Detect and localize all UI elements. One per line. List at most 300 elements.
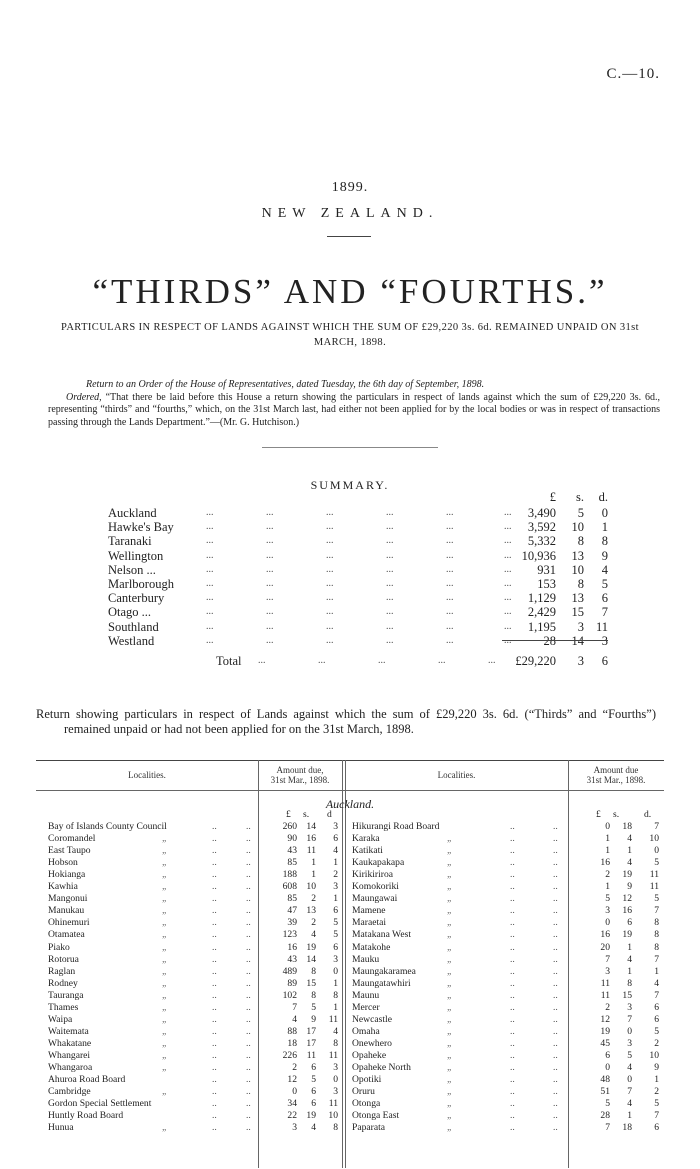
ditto-mark: „ xyxy=(162,1037,168,1049)
leader-dots: .. xyxy=(553,929,558,941)
leader-dots: .. xyxy=(246,1074,251,1086)
leader-dots: .. xyxy=(212,1098,217,1110)
leader-dot: ... xyxy=(206,620,214,632)
ditto-mark: „ xyxy=(162,1001,168,1013)
leader-dots: .. xyxy=(510,1074,515,1086)
amount-shillings: 19 xyxy=(306,941,316,953)
summary-locality: Wellington xyxy=(108,548,164,563)
summary-row xyxy=(108,534,608,548)
locality-name: Whangarei xyxy=(48,1049,91,1061)
total-pounds: £29,220 xyxy=(515,654,556,668)
amount-pounds: 123 xyxy=(282,929,297,941)
amount-pence: 11 xyxy=(649,881,659,893)
leader-dot: ... xyxy=(446,563,454,575)
amount-pence: 5 xyxy=(654,893,659,905)
ditto-mark: „ xyxy=(447,1110,453,1122)
ditto-mark: „ xyxy=(447,989,453,1001)
leader-dots: .. xyxy=(510,917,515,929)
leader-dot: ... xyxy=(326,563,334,575)
leader-dots: .. xyxy=(553,1098,558,1110)
amount-shillings: 11 xyxy=(306,845,316,857)
leader-dot: ... xyxy=(504,592,512,604)
summary-row xyxy=(108,577,608,591)
amount-pounds: 7 xyxy=(292,1001,297,1013)
leader-dots: .. xyxy=(212,1086,217,1098)
table-row xyxy=(0,1087,700,1098)
leader-dots: .. xyxy=(246,977,251,989)
summary-locality: Otago ... xyxy=(108,605,152,620)
amount-pence: 6 xyxy=(333,833,338,845)
locality-name: Matakana West xyxy=(352,929,411,941)
amount-pence: 5 xyxy=(333,929,338,941)
leader-dot: ... xyxy=(266,521,274,533)
summary-shillings: 10 xyxy=(571,520,584,535)
shillings-unit: s. xyxy=(613,809,620,820)
amount-shillings: 0 xyxy=(627,1074,632,1086)
leader-dots: .. xyxy=(553,1062,558,1073)
amount-shillings: 6 xyxy=(311,1062,316,1073)
summary-locality: Auckland xyxy=(108,506,157,520)
table-row xyxy=(0,1123,700,1134)
amount-pence: 0 xyxy=(654,845,659,857)
summary-units-row xyxy=(108,490,608,504)
amount-pence: 8 xyxy=(333,989,338,1001)
table-row xyxy=(0,1099,700,1110)
amount-pounds: 90 xyxy=(287,833,297,845)
pence-unit: d. xyxy=(644,809,652,820)
locality-name: Maungatawhiri xyxy=(352,977,411,989)
leader-dots: .. xyxy=(510,977,515,989)
leader-dots: .. xyxy=(212,1110,217,1122)
amount-pence: 3 xyxy=(333,821,338,832)
leader-dots: .. xyxy=(212,821,217,832)
leader-dots: .. xyxy=(510,833,515,845)
summary-locality: Hawke's Bay xyxy=(108,520,174,535)
amount-shillings: 4 xyxy=(627,857,632,869)
amount-pounds: 28 xyxy=(600,1110,610,1122)
table-top-rule xyxy=(36,760,664,761)
ditto-mark: „ xyxy=(162,845,168,857)
leader-dots: .. xyxy=(212,893,217,905)
amount-pounds: 102 xyxy=(282,989,297,1001)
leader-dots: .. xyxy=(553,989,558,1001)
ditto-mark: „ xyxy=(447,905,453,917)
leader-dots: .. xyxy=(246,1037,251,1049)
leader-dot: ... xyxy=(206,563,214,575)
leader-dots: .. xyxy=(212,1122,217,1134)
amount-pence: 11 xyxy=(649,869,659,881)
leader-dot: ... xyxy=(326,620,334,632)
amount-shillings: 1 xyxy=(311,857,316,869)
locality-name: Katikati xyxy=(352,845,383,857)
amount-shillings: 4 xyxy=(627,1062,632,1073)
locality-name: Hunua xyxy=(48,1122,74,1134)
locality-name: Mauku xyxy=(352,953,380,965)
leader-dot: ... xyxy=(386,578,394,589)
amount-pence: 5 xyxy=(654,1098,659,1110)
leader-dot: ... xyxy=(266,563,274,575)
header-localities-left: Localities. xyxy=(128,770,166,780)
leader-dots: .. xyxy=(510,1062,515,1073)
leader-dots: .. xyxy=(553,833,558,845)
summary-pence: 5 xyxy=(601,577,608,591)
table-row xyxy=(0,979,700,990)
leader-dots: .. xyxy=(510,893,515,905)
amount-pence: 2 xyxy=(654,1086,659,1098)
ditto-mark: „ xyxy=(447,977,453,989)
leader-dot: ... xyxy=(446,521,454,533)
leader-dots: .. xyxy=(510,1098,515,1110)
leader-dot: ... xyxy=(206,578,214,589)
shillings-unit: s. xyxy=(576,490,584,504)
locality-name: Otamatea xyxy=(48,929,85,941)
amount-pence: 1 xyxy=(333,893,338,905)
amount-shillings: 16 xyxy=(306,833,316,845)
amount-pence: 6 xyxy=(333,905,338,917)
leader-dot: ... xyxy=(446,578,454,589)
amount-shillings: 5 xyxy=(311,1001,316,1013)
summary-row xyxy=(108,605,608,619)
leader-dot: ... xyxy=(206,507,214,518)
amount-shillings: 6 xyxy=(627,917,632,929)
summary-pence: 3 xyxy=(601,633,608,648)
summary-row xyxy=(108,506,608,520)
locality-name: Piako xyxy=(48,941,70,953)
leader-dot: ... xyxy=(266,606,274,618)
order-body-text: “That there be laid before this House a return showing the particulars in respect of lands against which the sum of £29,220 3s. 6d., representing “thirds” and “fourths,” which, on the 31st March last, had either not been applied for by the local bodies or was in respect of transactions passing through the Lands Department.”—(Mr. G. Hutchison.) xyxy=(48,391,661,428)
locality-name: Maungawai xyxy=(352,893,398,905)
amount-pounds: 0 xyxy=(605,821,610,832)
ditto-mark: „ xyxy=(447,1098,453,1110)
amount-shillings: 9 xyxy=(627,881,632,893)
amount-shillings: 4 xyxy=(311,1122,316,1134)
leader-dot: ... xyxy=(446,535,454,547)
amount-pounds: 18 xyxy=(287,1037,297,1049)
header-amount-line1: Amount due xyxy=(593,765,639,775)
leader-dots: .. xyxy=(553,1110,558,1122)
header-amount-right xyxy=(568,765,664,785)
amount-pence: 7 xyxy=(654,905,659,917)
summary-pounds: 931 xyxy=(537,562,556,577)
amount-pounds: 3 xyxy=(292,1122,297,1134)
amount-pounds: 2 xyxy=(292,1062,297,1073)
ditto-mark: „ xyxy=(447,1062,453,1073)
leader-dots: .. xyxy=(212,1062,217,1073)
locality-name: Opaheke North xyxy=(352,1062,411,1073)
leader-dots: .. xyxy=(510,989,515,1001)
leader-dots: .. xyxy=(212,953,217,965)
leader-dots: .. xyxy=(246,1110,251,1122)
locality-name: Oruru xyxy=(352,1086,375,1098)
leader-dots: .. xyxy=(212,917,217,929)
amount-pence: 8 xyxy=(654,941,659,953)
table-row xyxy=(0,870,700,881)
locality-name: Otonga East xyxy=(352,1110,400,1122)
header-amount-line1: Amount due, xyxy=(276,765,324,775)
locality-name: Waipa xyxy=(48,1013,73,1025)
leader-dot: ... xyxy=(326,634,334,646)
leader-dot: ... xyxy=(326,535,334,547)
leader-dots: .. xyxy=(212,977,217,989)
leader-dot: ... xyxy=(386,521,394,533)
leader-dots: .. xyxy=(246,893,251,905)
summary-pence: 1 xyxy=(601,520,608,535)
summary-pence: 11 xyxy=(595,619,608,634)
total-rule xyxy=(502,640,608,641)
amount-pounds: 489 xyxy=(282,965,297,977)
leader-dots: .. xyxy=(553,1074,558,1086)
amount-shillings: 12 xyxy=(622,893,632,905)
leader-dot: ... xyxy=(386,549,394,561)
amount-shillings: 5 xyxy=(311,1074,316,1086)
leader-dots: .. xyxy=(246,1049,251,1061)
locality-name: Onewhero xyxy=(352,1037,392,1049)
leader-dots: .. xyxy=(553,1049,558,1061)
leader-dot: ... xyxy=(378,655,386,666)
amount-pence: 6 xyxy=(654,1122,659,1134)
amount-pounds: 0 xyxy=(292,1086,297,1098)
table-row xyxy=(0,1111,700,1122)
leader-dots: .. xyxy=(553,1025,558,1037)
leader-dot: ... xyxy=(504,634,512,646)
leader-dots: .. xyxy=(212,1049,217,1061)
table-row xyxy=(0,1003,700,1014)
leader-dots: .. xyxy=(553,965,558,977)
amount-shillings: 19 xyxy=(622,929,632,941)
amount-pence: 0 xyxy=(333,965,338,977)
leader-dots: .. xyxy=(212,1001,217,1013)
amount-shillings: 5 xyxy=(627,1049,632,1061)
amount-pounds: 3 xyxy=(605,965,610,977)
table-row xyxy=(0,967,700,978)
locality-name: Omaha xyxy=(352,1025,380,1037)
leader-dot: ... xyxy=(318,655,326,666)
amount-pounds: 4 xyxy=(292,1013,297,1025)
summary-pounds: 10,936 xyxy=(521,548,556,563)
leader-dots: .. xyxy=(553,881,558,893)
leader-dots: .. xyxy=(510,1001,515,1013)
leader-dot: ... xyxy=(386,634,394,646)
amount-pence: 2 xyxy=(333,869,338,881)
amount-pounds: 89 xyxy=(287,977,297,989)
amount-pounds: 260 xyxy=(282,821,297,832)
summary-total-row xyxy=(108,654,608,668)
summary-pence: 7 xyxy=(601,605,608,620)
ditto-mark: „ xyxy=(447,929,453,941)
amount-pence: 0 xyxy=(333,1074,338,1086)
table-row xyxy=(0,858,700,869)
amount-pence: 11 xyxy=(328,1049,338,1061)
table-units-row xyxy=(0,810,700,821)
ditto-mark: „ xyxy=(162,1013,168,1025)
leader-dots: .. xyxy=(553,905,558,917)
summary-shillings: 13 xyxy=(571,548,584,563)
locality-name: Huntly Road Board xyxy=(48,1110,124,1122)
locality-name: Manukau xyxy=(48,905,85,917)
summary-pence: 0 xyxy=(601,506,608,520)
leader-dots: .. xyxy=(510,905,515,917)
amount-shillings: 19 xyxy=(306,1110,316,1122)
summary-shillings: 14 xyxy=(571,633,584,648)
locality-name: Hobson xyxy=(48,857,78,869)
amount-pounds: 19 xyxy=(600,1025,610,1037)
amount-shillings: 4 xyxy=(627,953,632,965)
locality-name: Ohinemuri xyxy=(48,917,90,929)
amount-pence: 6 xyxy=(654,1013,659,1025)
amount-shillings: 7 xyxy=(627,1086,632,1098)
divider xyxy=(327,236,371,237)
header-localities-right: Localities. xyxy=(437,770,476,780)
leader-dot: ... xyxy=(504,606,512,618)
leader-dots: .. xyxy=(553,1122,558,1134)
amount-pounds: 12 xyxy=(287,1074,297,1086)
leader-dots: .. xyxy=(246,1122,251,1134)
total-pence: 6 xyxy=(601,654,608,668)
amount-pounds: 2 xyxy=(605,1001,610,1013)
leader-dots: .. xyxy=(510,953,515,965)
ditto-mark: „ xyxy=(447,1037,453,1049)
amount-pence: 1 xyxy=(333,1001,338,1013)
table-row xyxy=(0,1051,700,1062)
amount-shillings: 1 xyxy=(627,845,632,857)
leader-dots: .. xyxy=(246,989,251,1001)
amount-pounds: 34 xyxy=(287,1098,297,1110)
page-title: “THIRDS” AND “FOURTHS.” xyxy=(92,272,608,311)
leader-dots: .. xyxy=(510,869,515,881)
leader-dot: ... xyxy=(504,507,512,518)
summary-pence: 9 xyxy=(601,548,608,563)
leader-dots: .. xyxy=(212,1074,217,1086)
header-amount-left xyxy=(258,765,342,785)
amount-pence: 3 xyxy=(333,881,338,893)
return-description xyxy=(36,707,656,737)
amount-shillings: 2 xyxy=(311,917,316,929)
table-row xyxy=(0,834,700,845)
table-row xyxy=(0,943,700,954)
amount-pence: 5 xyxy=(654,1025,659,1037)
leader-dots: .. xyxy=(212,1013,217,1025)
amount-pence: 10 xyxy=(649,833,659,845)
summary-locality: Taranaki xyxy=(108,534,152,549)
ditto-mark: „ xyxy=(447,869,453,881)
table-row xyxy=(0,918,700,929)
amount-pence: 10 xyxy=(649,1049,659,1061)
locality-name: Whangaroa xyxy=(48,1062,93,1073)
leader-dots: .. xyxy=(510,821,515,832)
locality-name: Bay of Islands County Council xyxy=(48,821,167,832)
ditto-mark: „ xyxy=(162,1122,168,1134)
table-header-rule xyxy=(36,790,664,791)
ditto-mark: „ xyxy=(162,1062,168,1073)
summary-heading: SUMMARY. xyxy=(310,478,390,492)
summary-shillings: 5 xyxy=(577,506,584,520)
ditto-mark: „ xyxy=(447,1001,453,1013)
leader-dot: ... xyxy=(266,535,274,547)
amount-pence: 7 xyxy=(654,821,659,832)
ditto-mark: „ xyxy=(447,941,453,953)
leader-dots: .. xyxy=(246,1025,251,1037)
table-row xyxy=(0,822,700,833)
leader-dot: ... xyxy=(438,655,446,666)
amount-shillings: 4 xyxy=(627,833,632,845)
locality-name: Maunu xyxy=(352,989,380,1001)
amount-pounds: 43 xyxy=(287,953,297,965)
leader-dots: .. xyxy=(212,941,217,953)
page-reference: C.—10. xyxy=(606,66,660,82)
leader-dot: ... xyxy=(326,521,334,533)
leader-dots: .. xyxy=(246,1086,251,1098)
leader-dots: .. xyxy=(510,1122,515,1134)
leader-dots: .. xyxy=(246,845,251,857)
amount-pounds: 39 xyxy=(287,917,297,929)
pence-unit: d xyxy=(327,809,332,820)
ditto-mark: „ xyxy=(162,881,168,893)
ditto-mark: „ xyxy=(162,917,168,929)
ditto-mark: „ xyxy=(162,953,168,965)
ditto-mark: „ xyxy=(447,1013,453,1025)
amount-pence: 3 xyxy=(333,1062,338,1073)
amount-shillings: 4 xyxy=(311,929,316,941)
leader-dots: .. xyxy=(246,965,251,977)
amount-shillings: 1 xyxy=(311,869,316,881)
ditto-mark: „ xyxy=(162,1025,168,1037)
amount-shillings: 10 xyxy=(306,881,316,893)
leader-dot: ... xyxy=(504,563,512,575)
ditto-mark: „ xyxy=(447,1122,453,1134)
leader-dot: ... xyxy=(326,592,334,604)
amount-pence: 8 xyxy=(654,917,659,929)
ditto-mark: „ xyxy=(447,1025,453,1037)
leader-dots: .. xyxy=(553,1086,558,1098)
amount-pounds: 85 xyxy=(287,893,297,905)
amount-shillings: 8 xyxy=(311,965,316,977)
locality-name: Coromandel xyxy=(48,833,96,845)
amount-shillings: 15 xyxy=(306,977,316,989)
locality-name: Opotiki xyxy=(352,1074,382,1086)
table-row xyxy=(0,906,700,917)
ditto-mark: „ xyxy=(447,1049,453,1061)
table-row xyxy=(0,991,700,1002)
leader-dots: .. xyxy=(510,881,515,893)
region-heading: Auckland. xyxy=(325,797,375,811)
summary-pounds: 2,429 xyxy=(527,605,556,620)
ditto-mark: „ xyxy=(162,893,168,905)
ditto-mark: „ xyxy=(162,977,168,989)
table-row xyxy=(0,930,700,941)
ditto-mark: „ xyxy=(447,845,453,857)
leader-dots: .. xyxy=(510,941,515,953)
amount-shillings: 6 xyxy=(311,1086,316,1098)
summary-row xyxy=(108,620,608,634)
amount-shillings: 1 xyxy=(627,1110,632,1122)
pounds-unit: £ xyxy=(286,809,291,820)
pounds-unit: £ xyxy=(549,490,556,504)
table-row xyxy=(0,955,700,966)
leader-dots: .. xyxy=(510,857,515,869)
summary-pounds: 3,490 xyxy=(527,506,556,520)
leader-dot: ... xyxy=(266,634,274,646)
summary-shillings: 8 xyxy=(577,577,584,591)
leader-dots: .. xyxy=(246,1001,251,1013)
leader-dots: .. xyxy=(553,857,558,869)
leader-dot: ... xyxy=(266,620,274,632)
ditto-mark: „ xyxy=(162,989,168,1001)
summary-locality: Westland xyxy=(108,633,155,648)
leader-dots: .. xyxy=(246,905,251,917)
leader-dots: .. xyxy=(212,869,217,881)
locality-name: Rotorua xyxy=(48,953,79,965)
ditto-mark: „ xyxy=(162,965,168,977)
